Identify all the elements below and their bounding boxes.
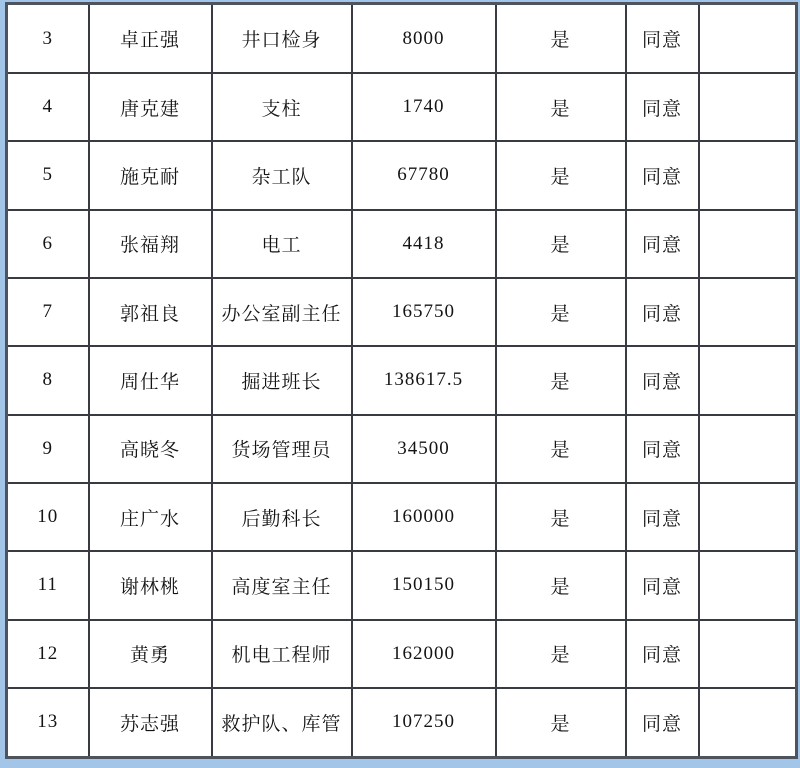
- cell-check: 是: [496, 346, 626, 414]
- cell-row-number: 13: [7, 688, 89, 758]
- cell-check: 是: [496, 73, 626, 141]
- cell-position: 支柱: [212, 73, 352, 141]
- table-row: [7, 415, 797, 483]
- cell-note: [699, 620, 797, 688]
- cell-amount: 138617.5: [352, 346, 496, 414]
- cell-row-number: 5: [7, 141, 89, 209]
- cell-amount: 1740: [352, 73, 496, 141]
- cell-name: 庄广水: [89, 483, 212, 551]
- cell-position: 货场管理员: [212, 415, 352, 483]
- table-row: [7, 551, 797, 619]
- cell-amount: 8000: [352, 4, 496, 74]
- cell-row-number: 9: [7, 415, 89, 483]
- cell-note: [699, 551, 797, 619]
- cell-opinion: 同意: [626, 278, 699, 346]
- cell-amount: 165750: [352, 278, 496, 346]
- cell-amount: 160000: [352, 483, 496, 551]
- cell-name: 高晓冬: [89, 415, 212, 483]
- approval-table: [5, 2, 798, 759]
- cell-check: 是: [496, 278, 626, 346]
- cell-row-number: 3: [7, 4, 89, 74]
- cell-check: 是: [496, 620, 626, 688]
- table-row: [7, 210, 797, 278]
- cell-name: 张福翔: [89, 210, 212, 278]
- cell-row-number: 4: [7, 73, 89, 141]
- cell-opinion: 同意: [626, 141, 699, 209]
- table-row: [7, 483, 797, 551]
- cell-position: 机电工程师: [212, 620, 352, 688]
- cell-check: 是: [496, 210, 626, 278]
- cell-amount: 150150: [352, 551, 496, 619]
- table-row: [7, 278, 797, 346]
- cell-name: 黄勇: [89, 620, 212, 688]
- cell-note: [699, 4, 797, 74]
- cell-position: 电工: [212, 210, 352, 278]
- cell-row-number: 12: [7, 620, 89, 688]
- cell-opinion: 同意: [626, 551, 699, 619]
- cell-check: 是: [496, 551, 626, 619]
- cell-amount: 4418: [352, 210, 496, 278]
- cell-name: 唐克建: [89, 73, 212, 141]
- cell-row-number: 10: [7, 483, 89, 551]
- cell-check: 是: [496, 688, 626, 758]
- table-row: [7, 620, 797, 688]
- table-row: [7, 4, 797, 74]
- cell-opinion: 同意: [626, 4, 699, 74]
- cell-row-number: 11: [7, 551, 89, 619]
- cell-opinion: 同意: [626, 688, 699, 758]
- cell-position: 救护队、库管: [212, 688, 352, 758]
- cell-name: 苏志强: [89, 688, 212, 758]
- cell-check: 是: [496, 4, 626, 74]
- cell-amount: 162000: [352, 620, 496, 688]
- cell-position: 掘进班长: [212, 346, 352, 414]
- cell-note: [699, 278, 797, 346]
- cell-amount: 34500: [352, 415, 496, 483]
- cell-opinion: 同意: [626, 483, 699, 551]
- cell-note: [699, 210, 797, 278]
- cell-opinion: 同意: [626, 415, 699, 483]
- cell-note: [699, 483, 797, 551]
- cell-position: 办公室副主任: [212, 278, 352, 346]
- cell-opinion: 同意: [626, 73, 699, 141]
- cell-position: 井口检身: [212, 4, 352, 74]
- cell-opinion: 同意: [626, 346, 699, 414]
- table-row: [7, 346, 797, 414]
- cell-row-number: 8: [7, 346, 89, 414]
- cell-check: 是: [496, 483, 626, 551]
- cell-opinion: 同意: [626, 210, 699, 278]
- cell-note: [699, 346, 797, 414]
- cell-name: 施克耐: [89, 141, 212, 209]
- cell-check: 是: [496, 415, 626, 483]
- cell-check: 是: [496, 141, 626, 209]
- cell-row-number: 7: [7, 278, 89, 346]
- cell-note: [699, 688, 797, 758]
- cell-amount: 67780: [352, 141, 496, 209]
- cell-name: 郭祖良: [89, 278, 212, 346]
- table-row: [7, 141, 797, 209]
- cell-note: [699, 73, 797, 141]
- cell-name: 卓正强: [89, 4, 212, 74]
- cell-position: 后勤科长: [212, 483, 352, 551]
- cell-position: 高度室主任: [212, 551, 352, 619]
- cell-name: 谢林桃: [89, 551, 212, 619]
- cell-position: 杂工队: [212, 141, 352, 209]
- table-row: [7, 688, 797, 758]
- cell-name: 周仕华: [89, 346, 212, 414]
- cell-opinion: 同意: [626, 620, 699, 688]
- cell-amount: 107250: [352, 688, 496, 758]
- cell-note: [699, 141, 797, 209]
- table-row: [7, 73, 797, 141]
- cell-row-number: 6: [7, 210, 89, 278]
- cell-note: [699, 415, 797, 483]
